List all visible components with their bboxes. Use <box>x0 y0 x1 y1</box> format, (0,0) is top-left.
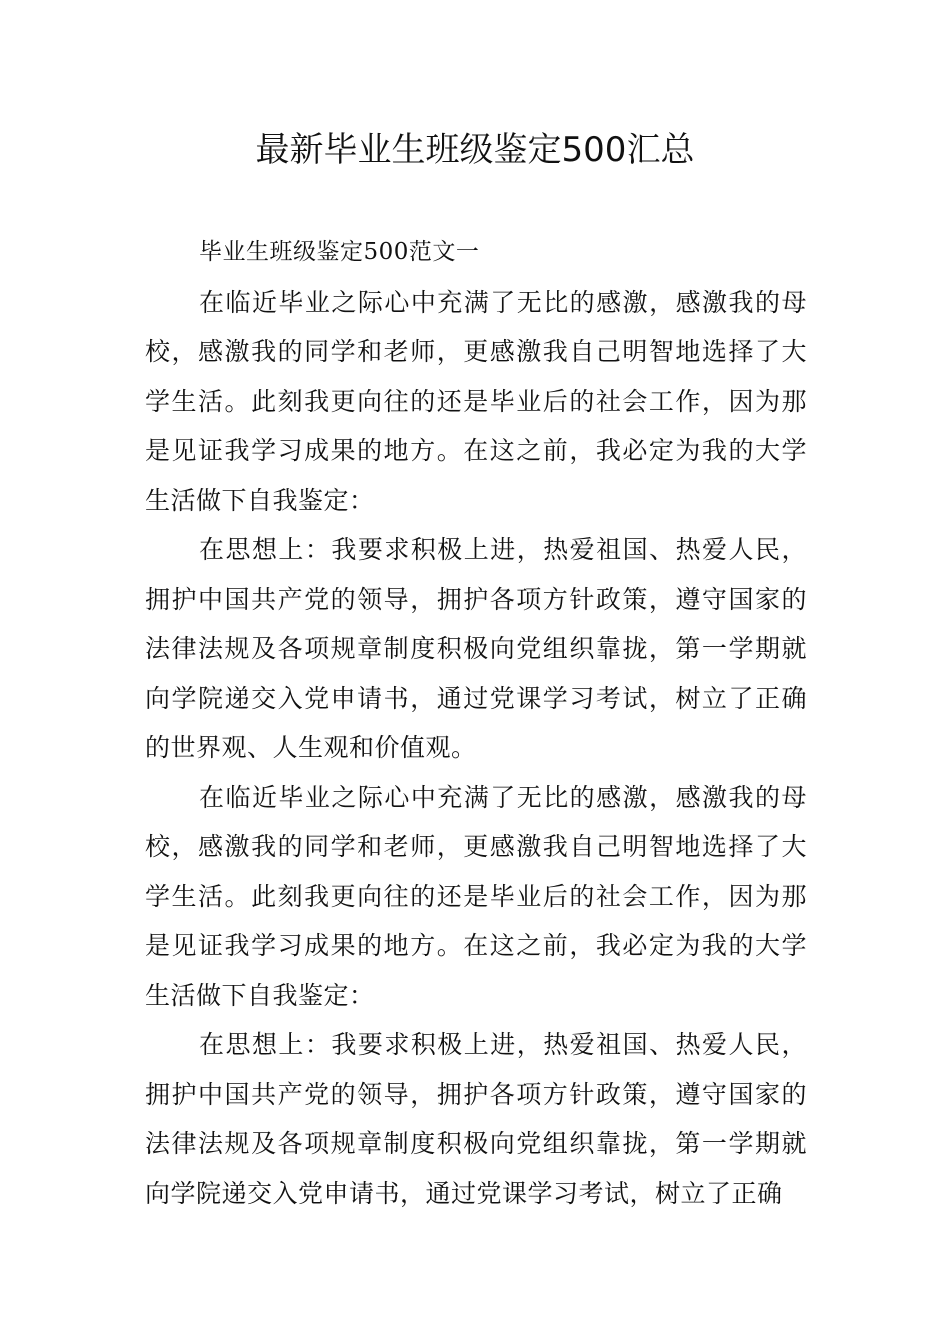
document-body <box>145 228 807 1218</box>
paragraph: 在思想上：我要求积极上进，热爱祖国、热爱人民，拥护中国共产党的领导，拥护各项方针政策，遵守国家的法律法规及各项规章制度积极向党组织靠拢，第一学期就向学院递交入党申请书，通过党课学习考试，树立了正确的世界观、人生观和价值观。 <box>145 535 807 762</box>
paragraph: 在思想上：我要求积极上进，热爱祖国、热爱人民，拥护中国共产党的领导，拥护各项方针政策，遵守国家的法律法规及各项规章制度积极向党组织靠拢，第一学期就向学院递交入党申请书，通过党课学习考试，树立了正确 <box>145 1030 807 1208</box>
document-title: 最新毕业生班级鉴定500汇总 <box>255 130 695 170</box>
paragraph: 在临近毕业之际心中充满了无比的感激，感激我的母校，感激我的同学和老师，更感激我自己明智地选择了大学生活。此刻我更向往的还是毕业后的社会工作，因为那是见证我学习成果的地方。在这之前，我必定为我的大学生活做下自我鉴定： <box>145 287 807 515</box>
paragraph: 在临近毕业之际心中充满了无比的感激，感激我的母校，感激我的同学和老师，更感激我自己明智地选择了大学生活。此刻我更向往的还是毕业后的社会工作，因为那是见证我学习成果的地方。在这之前，我必定为我的大学生活做下自我鉴定： <box>145 782 807 1010</box>
section-heading: 毕业生班级鉴定500范文一 <box>199 239 480 265</box>
